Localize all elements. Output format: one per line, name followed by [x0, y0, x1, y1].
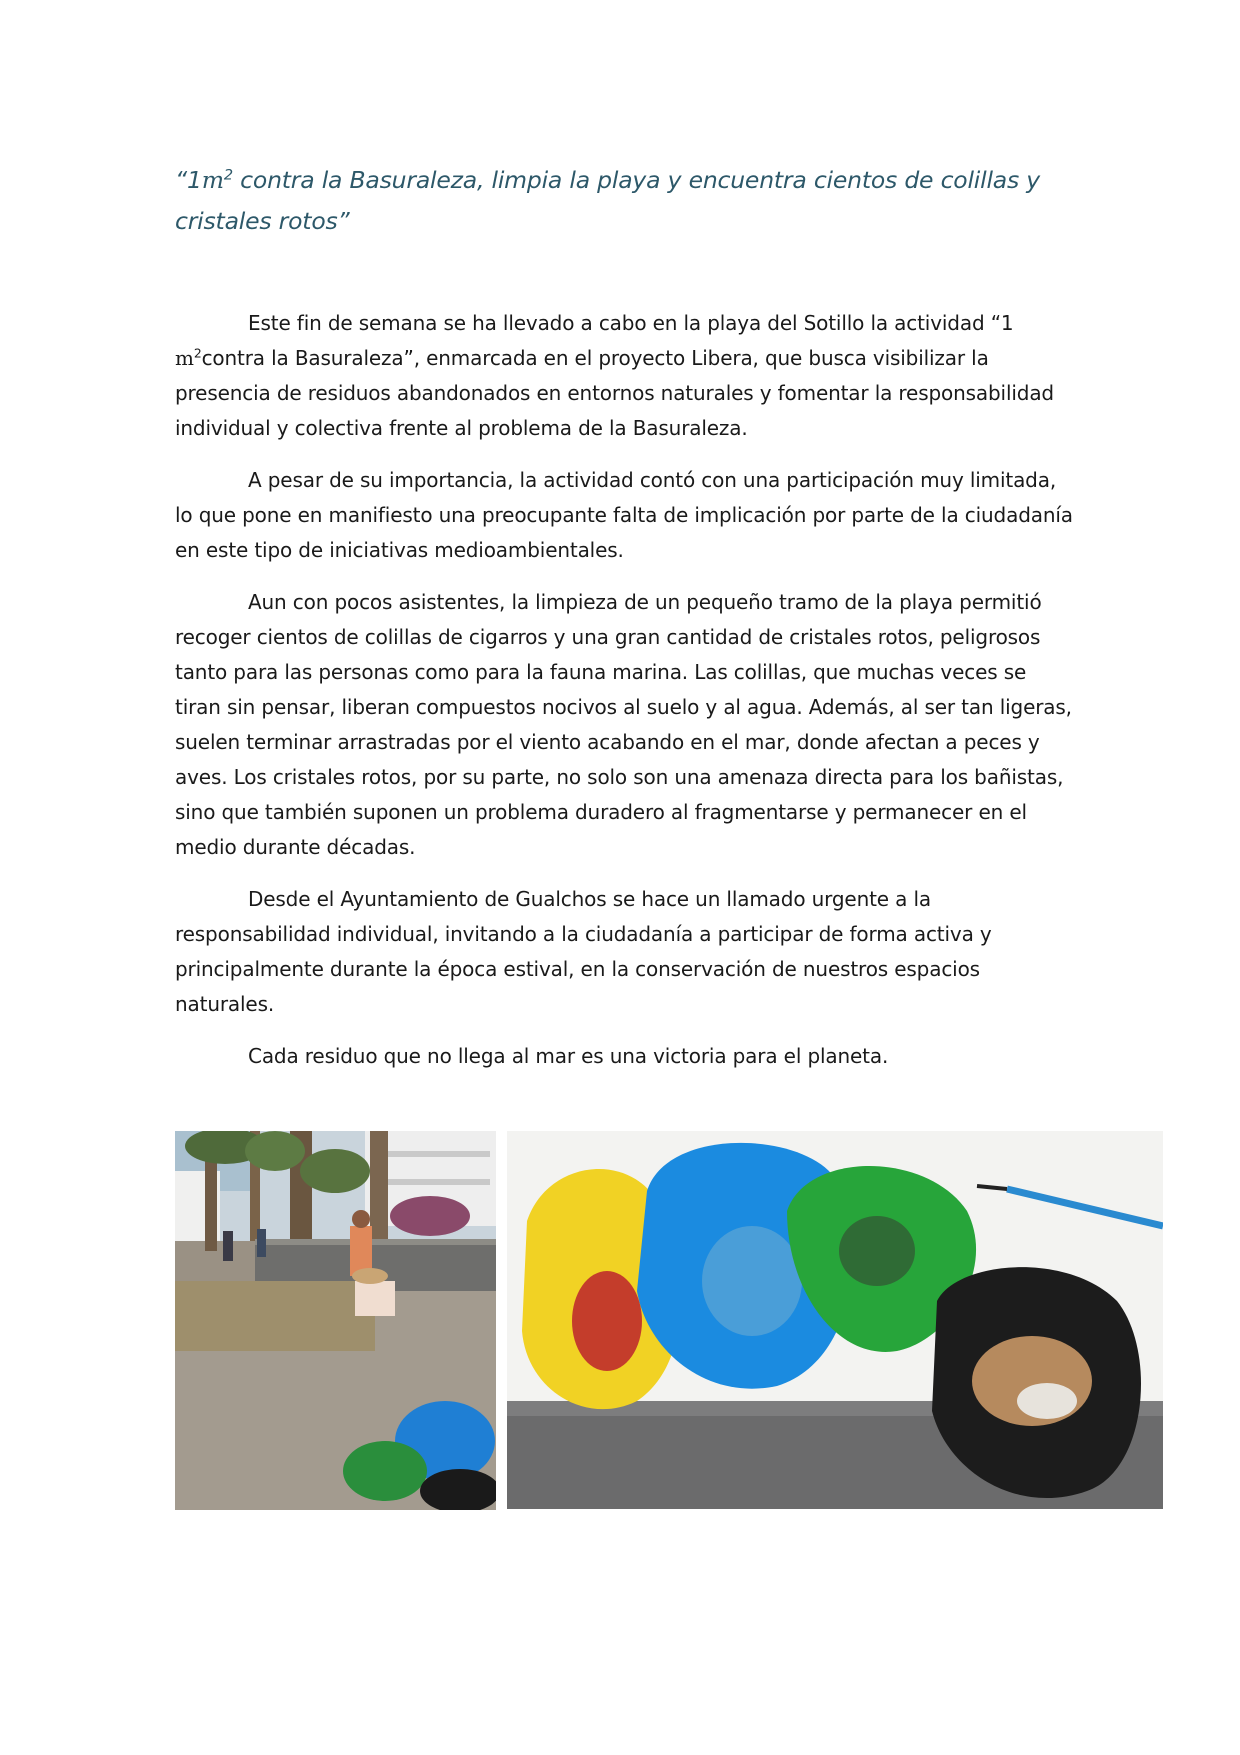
- collected-waste-bags-photo: [507, 1131, 1163, 1509]
- paragraph-1-end: contra la Basuraleza”, enmarcada en el proyecto Libera, que busca visibilizar la presencia de residuos abandonados en entornos naturales y fomentar la responsabilidad individual y colectiva frente al problema de la Basuraleza.: [175, 346, 1054, 440]
- article-body: [175, 306, 1075, 1074]
- beach-cleanup-illustration: [175, 1131, 496, 1510]
- article-title: [175, 160, 1075, 242]
- paragraph-1-unit: m: [175, 346, 194, 370]
- paragraph-5: Cada residuo que no llega al mar es una victoria para el planeta.: [248, 1044, 889, 1068]
- paragraph-1-superscript: 2: [193, 345, 202, 361]
- title-unit: m: [201, 166, 224, 194]
- paragraph-2: A pesar de su importancia, la actividad contó con una participación muy limitada, lo que pone en manifiesto una preocupante falta de implicación por parte de la ciudadanía en este tipo de iniciativas medioambientales.: [175, 468, 1073, 562]
- paragraph-4: Desde el Ayuntamiento de Gualchos se hace un llamado urgente a la responsabilidad individual, invitando a la ciudadanía a participar de forma activa y principalmente durante la época estival, en la conservación de nuestros espacios naturales.: [175, 887, 992, 1016]
- waste-bags-illustration: [507, 1131, 1163, 1509]
- title-text-end: contra la Basuraleza, limpia la playa y encuentra cientos de colillas y cristales rotos”: [175, 166, 1041, 235]
- paragraph-1: [175, 306, 1075, 446]
- title-superscript: 2: [223, 166, 233, 184]
- title-text-start: “1: [175, 166, 202, 194]
- paragraph-3: Aun con pocos asistentes, la limpieza de un pequeño tramo de la playa permitió recoger cientos de colillas de cigarros y una gran cantidad de cristales rotos, peligrosos tanto para las personas como para la fauna marina. Las colillas, que muchas veces se tiran sin pensar, liberan compuestos nocivos al suelo y al agua. Además, al ser tan ligeras, suelen terminar arrastradas por el viento acabando en el mar, donde afectan a peces y aves. Los cristales rotos, por su parte, no solo son una amenaza directa para los bañistas, sino que también suponen un problema duradero al fragmentarse y permanecer en el medio durante décadas.: [175, 590, 1072, 859]
- beach-cleanup-photo: [175, 1131, 496, 1510]
- paragraph-1-start: Este fin de semana se ha llevado a cabo en la playa del Sotillo la actividad “1: [248, 311, 1014, 335]
